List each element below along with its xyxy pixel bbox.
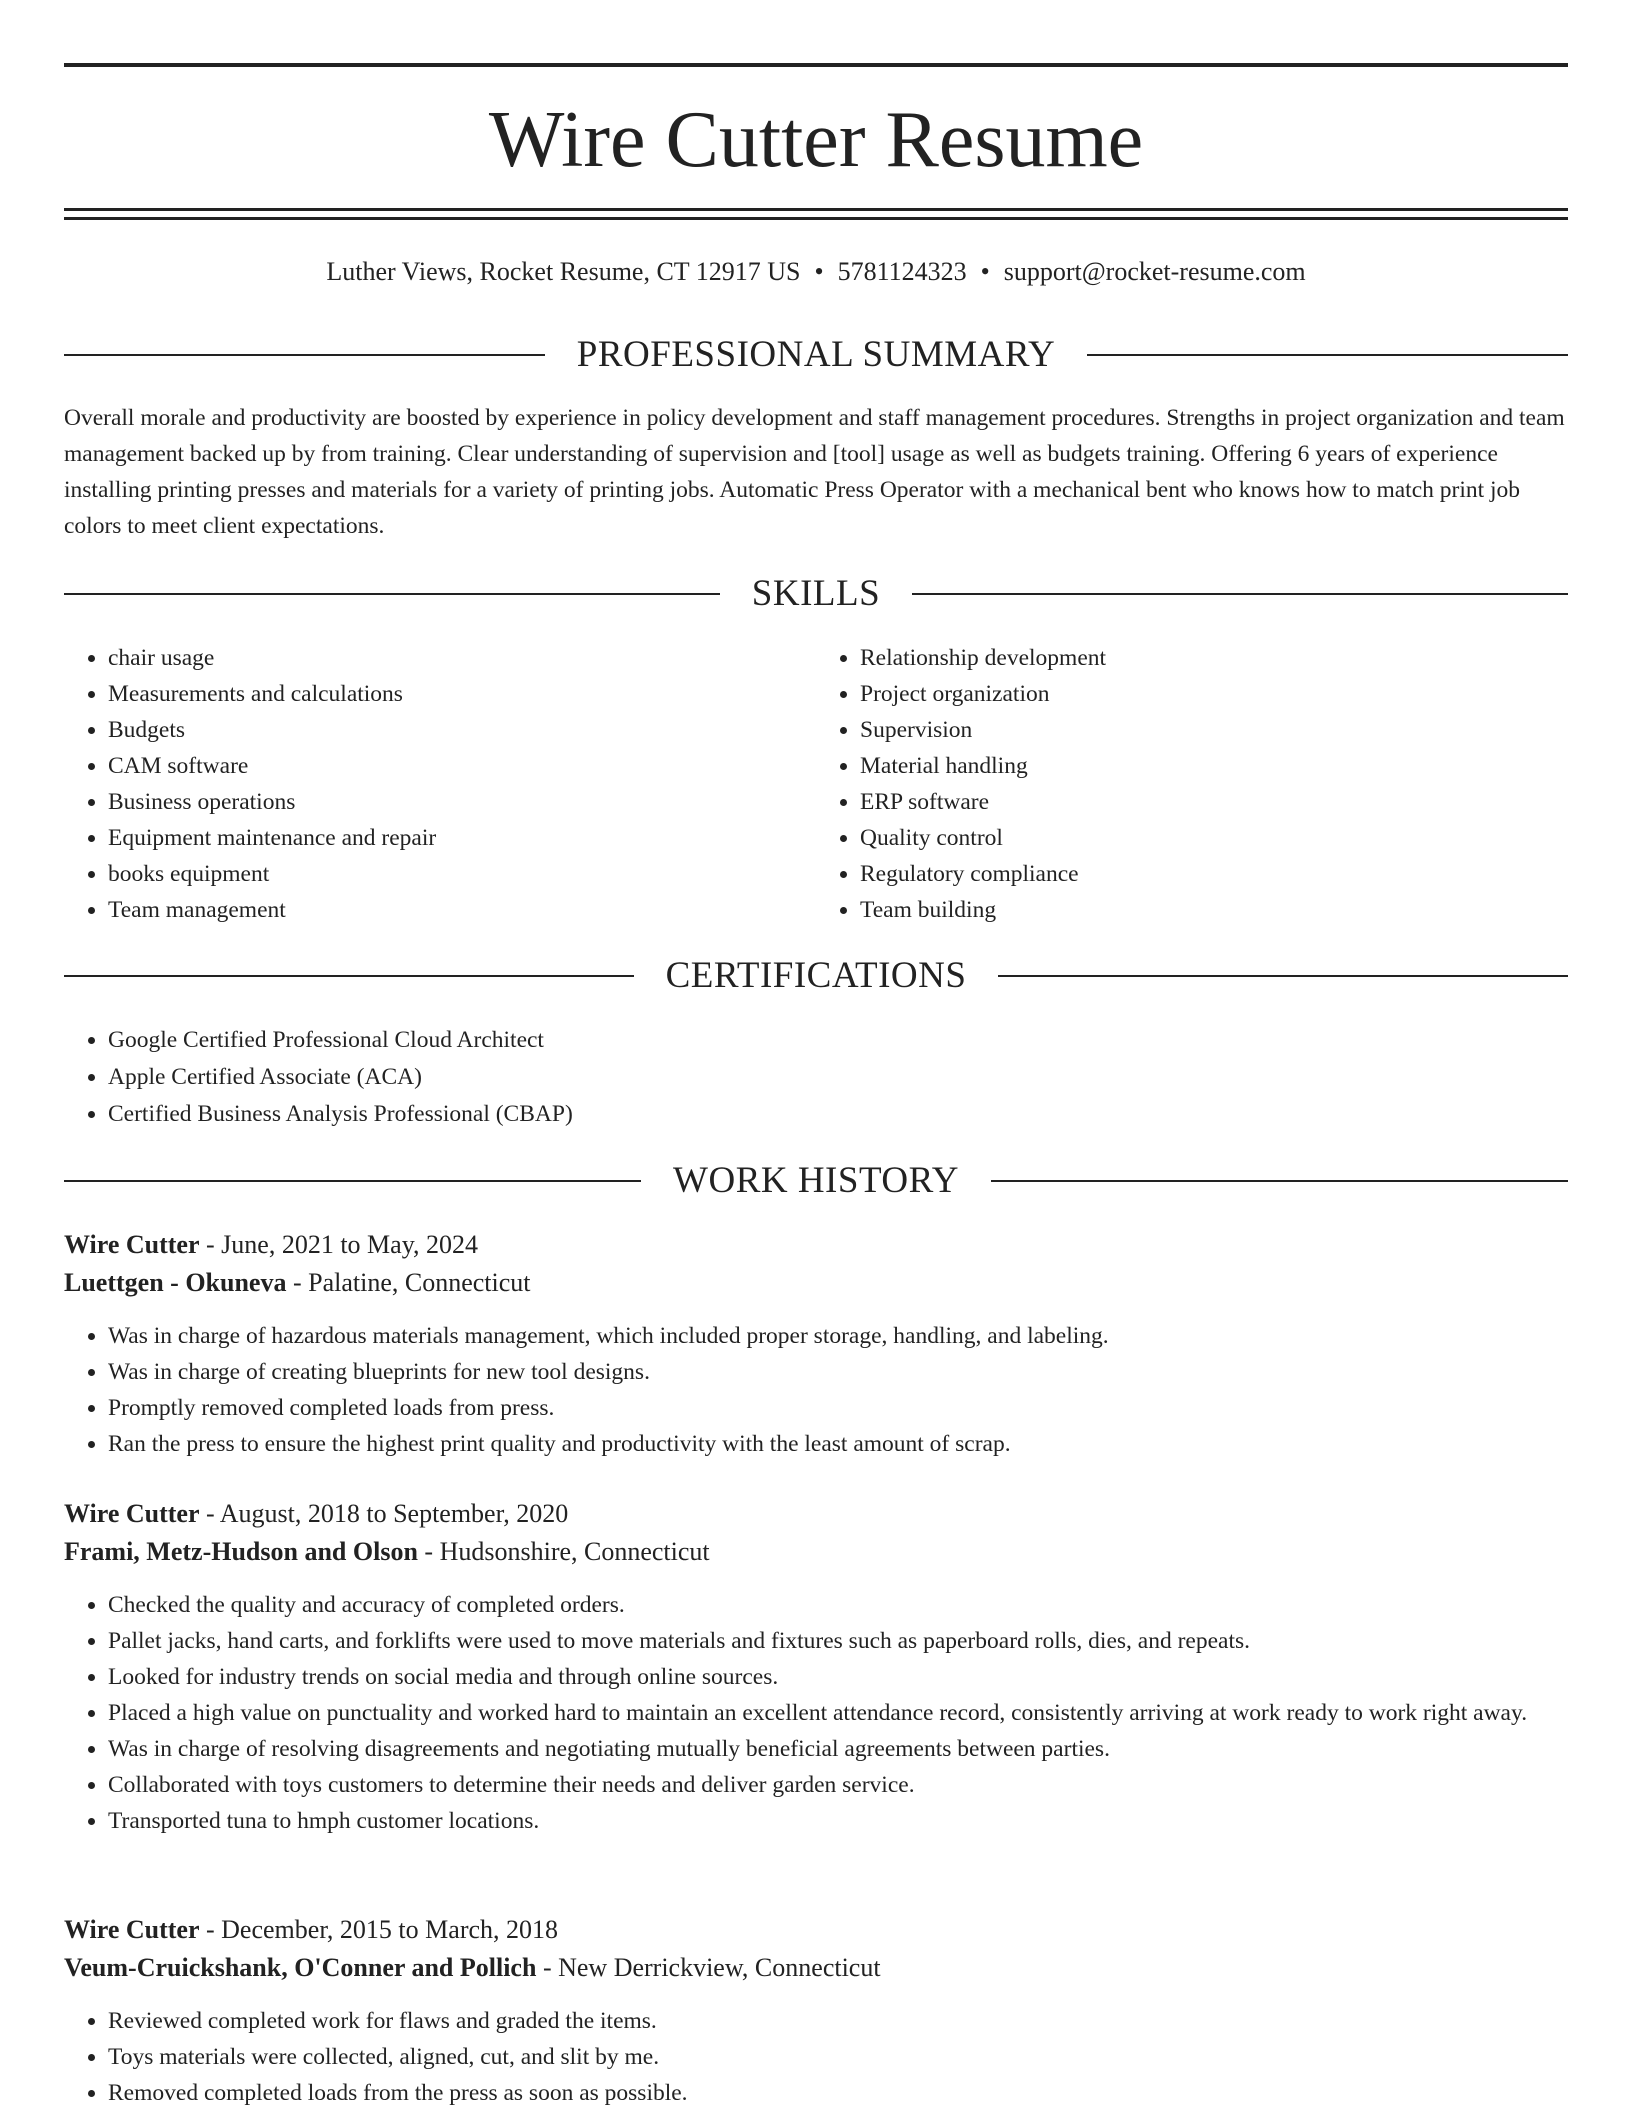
section-rule-right — [998, 975, 1568, 977]
job-bullet: • Ran the press to ensure the highest print quality and productivity with the least amount of scrap. — [108, 1426, 1568, 1462]
skill-item: • Material handling — [860, 748, 1568, 784]
skill-item: • Team management — [108, 892, 816, 928]
skill-item: • ERP software — [860, 784, 1568, 820]
certification-item: • Certified Business Analysis Professional (CBAP) — [108, 1096, 1568, 1133]
job-dates: - December, 2015 to March, 2018 — [199, 1915, 559, 1944]
contact-phone: 5781124323 — [837, 257, 967, 286]
job-title-line — [64, 1495, 1568, 1533]
skill-item: • Relationship development — [860, 640, 1568, 676]
job-bullet: • Transported tuna to hmph customer locations. — [108, 1803, 1568, 1839]
contact-separator: • — [980, 257, 990, 286]
section-rule-right — [912, 593, 1568, 595]
skill-item: • Project organization — [860, 676, 1568, 712]
job-bullet: • Looked for industry trends on social media and through online sources. — [108, 1659, 1568, 1695]
job-entry — [64, 1911, 1568, 2111]
job-company: Luettgen - Okuneva — [64, 1268, 287, 1297]
section-rule-left — [64, 975, 634, 977]
job-bullets — [64, 2003, 1568, 2111]
work-history-section-header — [64, 1159, 1568, 1203]
summary-heading: PROFESSIONAL SUMMARY — [576, 334, 1056, 375]
job-bullet: • Pallet jacks, hand carts, and forklifts were used to move materials and fixtures such as paperboard rolls, dies, and repeats. — [108, 1623, 1568, 1659]
skill-item: • Business operations — [108, 784, 816, 820]
section-rule-left — [64, 354, 545, 356]
job-dates: - August, 2018 to September, 2020 — [199, 1499, 569, 1528]
job-company-line — [64, 1533, 1568, 1571]
job-bullet: • Removed completed loads from the press as soon as possible. — [108, 2075, 1568, 2111]
job-company-line — [64, 1949, 1568, 1987]
job-company-line — [64, 1264, 1568, 1302]
contact-email: support@rocket-resume.com — [1003, 257, 1306, 286]
page-title: Wire Cutter Resume — [488, 96, 1144, 184]
section-rule-left — [64, 593, 720, 595]
certifications-list — [64, 1022, 1568, 1133]
job-company: Frami, Metz-Hudson and Olson — [64, 1537, 418, 1566]
job-bullet: • Collaborated with toys customers to determine their needs and deliver garden service. — [108, 1767, 1568, 1803]
top-rule — [64, 63, 1568, 67]
skill-item: • Quality control — [860, 820, 1568, 856]
skill-item: • chair usage — [108, 640, 816, 676]
skill-item: • Measurements and calculations — [108, 676, 816, 712]
job-bullet: • Was in charge of resolving disagreements and negotiating mutually beneficial agreements between parties. — [108, 1731, 1568, 1767]
job-bullet: • Placed a high value on punctuality and worked hard to maintain an excellent attendance record, consistently arriving at work ready to work right away. — [108, 1695, 1568, 1731]
job-bullet: • Reviewed completed work for flaws and graded the items. — [108, 2003, 1568, 2039]
job-entry — [64, 1226, 1568, 1462]
job-bullet: • Checked the quality and accuracy of completed orders. — [108, 1587, 1568, 1623]
contact-separator: • — [814, 257, 824, 286]
job-title: Wire Cutter — [64, 1230, 200, 1259]
skills-section-header — [64, 572, 1568, 616]
job-entry — [64, 1495, 1568, 1839]
work-history-heading: WORK HISTORY — [673, 1160, 959, 1201]
job-bullets — [64, 1587, 1568, 1839]
title-double-rule — [64, 208, 1568, 220]
certification-item: • Google Certified Professional Cloud Architect — [108, 1022, 1568, 1059]
job-dates: - June, 2021 to May, 2024 — [199, 1230, 479, 1259]
skills-column-right — [816, 640, 1568, 928]
job-location: - Hudsonshire, Connecticut — [417, 1537, 710, 1566]
job-bullet: • Was in charge of creating blueprints for new tool designs. — [108, 1354, 1568, 1390]
skill-item: • Supervision — [860, 712, 1568, 748]
job-bullet: • Toys materials were collected, aligned, cut, and slit by me. — [108, 2039, 1568, 2075]
certifications-heading: CERTIFICATIONS — [665, 955, 967, 996]
certifications-section-header — [64, 954, 1568, 998]
skill-item: • books equipment — [108, 856, 816, 892]
summary-text: Overall morale and productivity are boosted by experience in policy development and staff management procedures. Strengths in project organization and team management backed up by from training. Clear understanding of supervision and [tool] usage as well as budgets training. Offering 6 years of experience installing printing presses and materials for a variety of printing jobs. Automatic Press Operator with a mechanical bent who knows how to match print job colors to meet client expectations. — [64, 405, 1565, 539]
skills-list — [64, 640, 1568, 928]
skill-item: • Budgets — [108, 712, 816, 748]
job-bullets — [64, 1318, 1568, 1462]
job-company: Veum-Cruickshank, O'Conner and Pollich — [64, 1953, 537, 1982]
summary-section-header — [64, 333, 1568, 377]
section-rule-right — [1087, 354, 1568, 356]
skill-item: • CAM software — [108, 748, 816, 784]
certification-item: • Apple Certified Associate (ACA) — [108, 1059, 1568, 1096]
job-bullet: • Was in charge of hazardous materials management, which included proper storage, handling, and labeling. — [108, 1318, 1568, 1354]
skills-column-left — [64, 640, 816, 928]
job-location: - New Derrickview, Connecticut — [536, 1953, 881, 1982]
section-rule-right — [991, 1180, 1568, 1182]
skill-item: • Team building — [860, 892, 1568, 928]
section-rule-left — [64, 1180, 641, 1182]
contact-address: Luther Views, Rocket Resume, CT 12917 US — [326, 257, 801, 286]
job-title-line — [64, 1226, 1568, 1264]
skill-item: • Regulatory compliance — [860, 856, 1568, 892]
job-location: - Palatine, Connecticut — [286, 1268, 531, 1297]
job-title: Wire Cutter — [64, 1915, 200, 1944]
job-title-line — [64, 1911, 1568, 1949]
job-bullet: • Promptly removed completed loads from press. — [108, 1390, 1568, 1426]
contact-line — [64, 254, 1568, 290]
skills-heading: SKILLS — [751, 573, 881, 614]
job-title: Wire Cutter — [64, 1499, 200, 1528]
skill-item: • Equipment maintenance and repair — [108, 820, 816, 856]
